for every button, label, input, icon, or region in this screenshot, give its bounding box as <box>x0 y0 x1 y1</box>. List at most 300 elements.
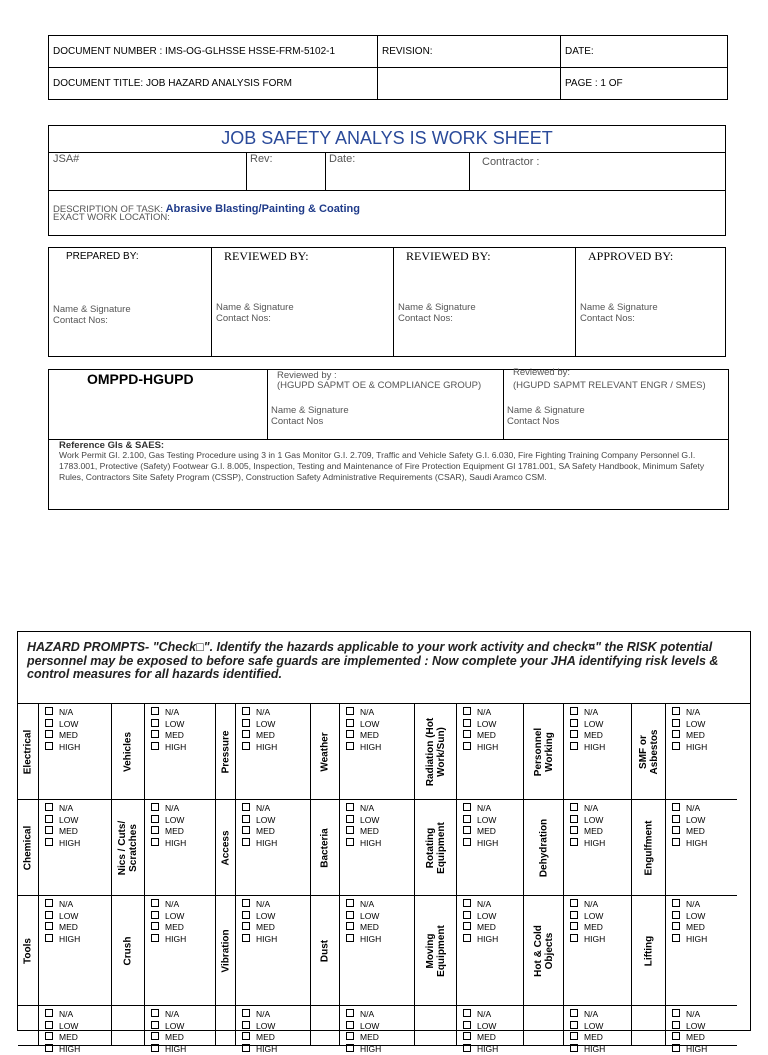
risk-checkbox[interactable] <box>570 730 578 738</box>
risk-checkbox[interactable] <box>672 1009 680 1017</box>
risk-option[interactable] <box>346 1009 381 1021</box>
risk-option[interactable] <box>463 1021 498 1033</box>
risk-option[interactable] <box>346 1021 381 1033</box>
risk-checkbox[interactable] <box>463 934 471 942</box>
reviewer-1-name: Name & Signature <box>271 405 349 416</box>
risk-option[interactable] <box>346 815 381 827</box>
risk-option[interactable] <box>242 1032 277 1044</box>
risk-option[interactable] <box>151 826 186 838</box>
hazard-risk-options <box>39 896 112 1006</box>
risk-option[interactable] <box>570 911 605 923</box>
risk-checkbox[interactable] <box>242 1044 250 1052</box>
risk-option-label: N/A <box>256 707 270 717</box>
risk-checkbox[interactable] <box>346 826 354 834</box>
risk-option[interactable] <box>463 803 498 815</box>
risk-checkbox[interactable] <box>463 838 471 846</box>
risk-option-label: N/A <box>686 707 700 717</box>
risk-option[interactable] <box>242 803 277 815</box>
risk-option[interactable] <box>45 911 80 923</box>
risk-option-label: N/A <box>165 1009 179 1019</box>
hazard-label-cell <box>311 1006 340 1046</box>
risk-option[interactable] <box>570 922 605 934</box>
revision-value <box>378 68 561 100</box>
risk-option[interactable] <box>346 1032 381 1044</box>
risk-option-label: N/A <box>59 899 73 909</box>
risk-option[interactable] <box>242 1044 277 1055</box>
risk-option[interactable] <box>45 934 80 946</box>
risk-checkbox[interactable] <box>570 934 578 942</box>
risk-option-label: MED <box>165 1032 184 1042</box>
hazard-label-cell <box>524 800 564 896</box>
risk-option[interactable] <box>151 742 186 754</box>
risk-option-label: LOW <box>686 911 705 921</box>
risk-option[interactable] <box>463 1044 498 1055</box>
hazard-risk-options <box>236 896 311 1006</box>
risk-option[interactable] <box>346 838 381 850</box>
risk-checkbox[interactable] <box>570 719 578 727</box>
risk-option[interactable] <box>242 899 277 911</box>
risk-option[interactable] <box>463 911 498 923</box>
risk-checkbox[interactable] <box>463 1044 471 1052</box>
risk-checkbox[interactable] <box>151 1021 159 1029</box>
risk-option[interactable] <box>346 911 381 923</box>
risk-option[interactable] <box>45 1044 80 1055</box>
risk-option[interactable] <box>242 934 277 946</box>
risk-checkbox[interactable] <box>672 803 680 811</box>
hazard-label: Hot & Cold Objects <box>533 916 555 986</box>
risk-option[interactable] <box>570 707 605 719</box>
risk-option[interactable] <box>242 815 277 827</box>
risk-checkbox[interactable] <box>672 707 680 715</box>
risk-option[interactable] <box>672 1032 707 1044</box>
risk-checkbox[interactable] <box>151 803 159 811</box>
risk-checkbox[interactable] <box>151 719 159 727</box>
hazard-label: Crush <box>123 936 134 965</box>
risk-option[interactable] <box>570 826 605 838</box>
risk-option[interactable] <box>672 1044 707 1055</box>
risk-option-label: LOW <box>165 1021 184 1031</box>
risk-option[interactable] <box>45 1009 80 1021</box>
risk-option[interactable] <box>151 1032 186 1044</box>
risk-option-label: N/A <box>256 899 270 909</box>
risk-checkbox[interactable] <box>151 922 159 930</box>
risk-checkbox[interactable] <box>151 730 159 738</box>
reviewer-1-contact: Contact Nos <box>271 416 323 427</box>
risk-option[interactable] <box>672 803 707 815</box>
risk-option[interactable] <box>242 911 277 923</box>
risk-checkbox[interactable] <box>151 911 159 919</box>
risk-checkbox[interactable] <box>242 803 250 811</box>
risk-option[interactable] <box>242 730 277 742</box>
risk-option-label: MED <box>686 730 705 740</box>
risk-option-label: MED <box>59 1032 78 1042</box>
risk-checkbox[interactable] <box>242 730 250 738</box>
risk-option[interactable] <box>463 1032 498 1044</box>
risk-checkbox[interactable] <box>672 719 680 727</box>
risk-option-label: N/A <box>477 707 491 717</box>
risk-option-label: MED <box>165 730 184 740</box>
risk-checkbox[interactable] <box>151 838 159 846</box>
risk-option[interactable] <box>151 1021 186 1033</box>
risk-option-label: N/A <box>477 899 491 909</box>
risk-option-label: LOW <box>165 719 184 729</box>
risk-checkbox[interactable] <box>242 934 250 942</box>
risk-checkbox[interactable] <box>242 815 250 823</box>
risk-option[interactable] <box>151 1044 186 1055</box>
risk-option[interactable] <box>346 742 381 754</box>
risk-option[interactable] <box>242 1009 277 1021</box>
risk-option[interactable] <box>151 1009 186 1021</box>
risk-checkbox[interactable] <box>242 707 250 715</box>
risk-checkbox[interactable] <box>672 1032 680 1040</box>
risk-checkbox[interactable] <box>570 815 578 823</box>
risk-checkbox[interactable] <box>672 934 680 942</box>
risk-option[interactable] <box>463 826 498 838</box>
risk-option[interactable] <box>570 730 605 742</box>
risk-checkbox[interactable] <box>672 815 680 823</box>
risk-checkbox[interactable] <box>45 730 53 738</box>
risk-option-label: MED <box>477 1032 496 1042</box>
risk-option[interactable] <box>242 922 277 934</box>
risk-checkbox[interactable] <box>346 1032 354 1040</box>
risk-checkbox[interactable] <box>346 742 354 750</box>
prepared-by-name: Name & Signature <box>53 304 131 315</box>
risk-checkbox[interactable] <box>45 922 53 930</box>
risk-checkbox[interactable] <box>151 826 159 834</box>
risk-checkbox[interactable] <box>45 838 53 846</box>
risk-checkbox[interactable] <box>672 922 680 930</box>
risk-option[interactable] <box>570 719 605 731</box>
risk-option[interactable] <box>672 719 707 731</box>
risk-option[interactable] <box>463 934 498 946</box>
risk-option[interactable] <box>346 826 381 838</box>
risk-checkbox[interactable] <box>463 719 471 727</box>
risk-checkbox[interactable] <box>242 719 250 727</box>
risk-option[interactable] <box>346 934 381 946</box>
risk-option[interactable] <box>672 899 707 911</box>
risk-checkbox[interactable] <box>151 707 159 715</box>
risk-checkbox[interactable] <box>45 1009 53 1017</box>
risk-checkbox[interactable] <box>242 838 250 846</box>
risk-option[interactable] <box>672 742 707 754</box>
jsa-number-label: JSA# <box>53 153 79 165</box>
risk-checkbox[interactable] <box>45 899 53 907</box>
hazard-label: Nics / Cuts/ Scratches <box>117 813 139 883</box>
risk-option[interactable] <box>45 719 80 731</box>
risk-checkbox[interactable] <box>346 1021 354 1029</box>
risk-option-label: LOW <box>256 815 275 825</box>
risk-option[interactable] <box>45 1021 80 1033</box>
approved-by-name: Name & Signature <box>580 302 658 313</box>
risk-option[interactable] <box>346 719 381 731</box>
reference-text: Work Permit GI. 2.100, Gas Testing Procedure using 3 in 1 Gas Monitor G.I. 2.709, Traffic and Vehicle Safety G.I. 6.030, Fire Fighting Training Company Personnel G.I. 1783.001, Protective (Safety) Footwear G.I. 8.005, Inspection, Testing and Maintenance of Fire Protection Equipment GI 1781.001, SA Safety Handbook, Minimum Safety Rules, Contractors Site Safety Program (CSSP), Construction Safety Administrative Requirements (CSAR), Saudi Aramco CSM. <box>59 450 719 483</box>
risk-option-label: N/A <box>360 803 374 813</box>
risk-option[interactable] <box>242 707 277 719</box>
signature-block <box>48 247 726 357</box>
risk-option[interactable] <box>570 1021 605 1033</box>
risk-option[interactable] <box>346 1044 381 1055</box>
risk-option[interactable] <box>242 838 277 850</box>
risk-option[interactable] <box>45 1032 80 1044</box>
risk-checkbox[interactable] <box>346 707 354 715</box>
risk-option[interactable] <box>463 815 498 827</box>
risk-checkbox[interactable] <box>570 742 578 750</box>
risk-checkbox[interactable] <box>242 1021 250 1029</box>
risk-option[interactable] <box>45 707 80 719</box>
risk-checkbox[interactable] <box>672 1044 680 1052</box>
risk-checkbox[interactable] <box>45 707 53 715</box>
risk-option[interactable] <box>463 838 498 850</box>
hazard-grid <box>18 704 750 1034</box>
risk-option[interactable] <box>672 922 707 934</box>
risk-checkbox[interactable] <box>570 707 578 715</box>
risk-checkbox[interactable] <box>346 1044 354 1052</box>
risk-checkbox[interactable] <box>45 911 53 919</box>
risk-checkbox[interactable] <box>463 911 471 919</box>
risk-checkbox[interactable] <box>346 1009 354 1017</box>
risk-checkbox[interactable] <box>242 742 250 750</box>
risk-checkbox[interactable] <box>151 1032 159 1040</box>
risk-option[interactable] <box>672 1021 707 1033</box>
risk-checkbox[interactable] <box>45 1044 53 1052</box>
risk-option[interactable] <box>672 826 707 838</box>
risk-option-label: MED <box>477 922 496 932</box>
risk-option[interactable] <box>570 934 605 946</box>
risk-checkbox[interactable] <box>672 911 680 919</box>
hazard-risk-options <box>666 800 737 896</box>
risk-option[interactable] <box>570 899 605 911</box>
hazard-label-cell <box>632 704 666 800</box>
risk-checkbox[interactable] <box>570 922 578 930</box>
risk-checkbox[interactable] <box>570 899 578 907</box>
risk-option[interactable] <box>45 922 80 934</box>
risk-checkbox[interactable] <box>570 1009 578 1017</box>
risk-option[interactable] <box>151 934 186 946</box>
risk-option[interactable] <box>242 826 277 838</box>
risk-checkbox[interactable] <box>346 899 354 907</box>
risk-checkbox[interactable] <box>242 1009 250 1017</box>
risk-checkbox[interactable] <box>242 911 250 919</box>
risk-option[interactable] <box>672 934 707 946</box>
risk-option[interactable] <box>346 730 381 742</box>
hazard-label: Vibration <box>220 929 231 972</box>
risk-option[interactable] <box>151 803 186 815</box>
risk-checkbox[interactable] <box>463 826 471 834</box>
risk-checkbox[interactable] <box>45 826 53 834</box>
risk-option[interactable] <box>151 911 186 923</box>
risk-option-label: MED <box>477 826 496 836</box>
risk-checkbox[interactable] <box>242 826 250 834</box>
hazard-risk-options <box>39 1006 112 1046</box>
risk-checkbox[interactable] <box>45 803 53 811</box>
risk-option[interactable] <box>242 1021 277 1033</box>
hazard-label-cell <box>632 1006 666 1046</box>
risk-checkbox[interactable] <box>45 815 53 823</box>
hazard-label: Personnel Working <box>533 717 555 787</box>
risk-checkbox[interactable] <box>672 826 680 834</box>
task-description-value: Abrasive Blasting/Painting & Coating <box>166 203 360 215</box>
risk-option-label: MED <box>584 1032 603 1042</box>
risk-option[interactable] <box>45 742 80 754</box>
risk-option[interactable] <box>463 742 498 754</box>
risk-option[interactable] <box>672 838 707 850</box>
risk-option[interactable] <box>672 730 707 742</box>
risk-option-label: HIGH <box>584 742 605 752</box>
risk-checkbox[interactable] <box>672 730 680 738</box>
risk-option[interactable] <box>672 911 707 923</box>
risk-checkbox[interactable] <box>346 838 354 846</box>
hazard-label-cell <box>311 896 340 1006</box>
risk-option[interactable] <box>151 815 186 827</box>
risk-checkbox[interactable] <box>672 1021 680 1029</box>
risk-checkbox[interactable] <box>242 1032 250 1040</box>
risk-option-label: MED <box>165 826 184 836</box>
hazard-label-cell <box>18 896 39 1006</box>
risk-checkbox[interactable] <box>45 934 53 942</box>
risk-checkbox[interactable] <box>346 719 354 727</box>
risk-option[interactable] <box>346 707 381 719</box>
risk-option[interactable] <box>45 899 80 911</box>
hazard-label-cell <box>415 896 457 1006</box>
risk-checkbox[interactable] <box>463 1021 471 1029</box>
risk-option[interactable] <box>151 838 186 850</box>
risk-option[interactable] <box>346 922 381 934</box>
hazard-label-cell <box>632 800 666 896</box>
risk-checkbox[interactable] <box>570 911 578 919</box>
risk-checkbox[interactable] <box>151 1009 159 1017</box>
risk-option-label: N/A <box>584 803 598 813</box>
risk-checkbox[interactable] <box>242 922 250 930</box>
risk-option[interactable] <box>45 803 80 815</box>
risk-checkbox[interactable] <box>346 815 354 823</box>
hazard-risk-options <box>236 800 311 896</box>
risk-checkbox[interactable] <box>346 922 354 930</box>
risk-checkbox[interactable] <box>45 742 53 750</box>
risk-option[interactable] <box>570 1044 605 1055</box>
risk-option[interactable] <box>45 730 80 742</box>
risk-checkbox[interactable] <box>672 838 680 846</box>
risk-option-label: HIGH <box>165 838 186 848</box>
risk-checkbox[interactable] <box>570 1032 578 1040</box>
risk-checkbox[interactable] <box>672 742 680 750</box>
risk-option[interactable] <box>463 899 498 911</box>
risk-checkbox[interactable] <box>346 730 354 738</box>
risk-option-label: N/A <box>59 803 73 813</box>
task-description-label: DESCRIPTION OF TASK: <box>53 204 166 215</box>
risk-option-label: HIGH <box>686 934 707 944</box>
risk-option[interactable] <box>346 803 381 815</box>
hazard-risk-options <box>666 896 737 1006</box>
hazard-label: Tools <box>23 938 34 964</box>
risk-option[interactable] <box>570 1009 605 1021</box>
risk-checkbox[interactable] <box>463 730 471 738</box>
reviewed-by-1-contact: Contact Nos: <box>216 313 271 324</box>
risk-checkbox[interactable] <box>151 899 159 907</box>
risk-option-label: HIGH <box>477 1044 498 1054</box>
risk-checkbox[interactable] <box>463 1032 471 1040</box>
risk-option-label: N/A <box>59 707 73 717</box>
risk-checkbox[interactable] <box>45 1032 53 1040</box>
risk-checkbox[interactable] <box>570 1021 578 1029</box>
risk-checkbox[interactable] <box>151 934 159 942</box>
risk-option[interactable] <box>672 1009 707 1021</box>
reference-title: Reference GIs & SAES: <box>59 440 164 451</box>
risk-checkbox[interactable] <box>463 707 471 715</box>
risk-option-label: HIGH <box>360 934 381 944</box>
risk-checkbox[interactable] <box>346 934 354 942</box>
risk-option[interactable] <box>570 815 605 827</box>
risk-option[interactable] <box>45 838 80 850</box>
risk-option[interactable] <box>242 719 277 731</box>
hazard-label: Dehydration <box>538 818 549 876</box>
risk-checkbox[interactable] <box>570 838 578 846</box>
risk-option[interactable] <box>570 1032 605 1044</box>
risk-option[interactable] <box>45 826 80 838</box>
risk-option[interactable] <box>672 815 707 827</box>
risk-checkbox[interactable] <box>463 922 471 930</box>
risk-checkbox[interactable] <box>45 719 53 727</box>
risk-checkbox[interactable] <box>463 803 471 811</box>
risk-option[interactable] <box>151 922 186 934</box>
risk-option-label: LOW <box>360 815 379 825</box>
risk-option[interactable] <box>463 1009 498 1021</box>
risk-checkbox[interactable] <box>151 1044 159 1052</box>
risk-checkbox[interactable] <box>151 742 159 750</box>
risk-option[interactable] <box>570 838 605 850</box>
risk-option-label: MED <box>584 730 603 740</box>
risk-option[interactable] <box>151 730 186 742</box>
risk-checkbox[interactable] <box>242 899 250 907</box>
risk-option[interactable] <box>463 707 498 719</box>
risk-option[interactable] <box>151 707 186 719</box>
risk-option[interactable] <box>242 742 277 754</box>
risk-option[interactable] <box>672 707 707 719</box>
risk-checkbox[interactable] <box>463 742 471 750</box>
risk-option[interactable] <box>45 815 80 827</box>
risk-option[interactable] <box>570 742 605 754</box>
hazard-label-cell <box>112 704 145 800</box>
risk-checkbox[interactable] <box>45 1021 53 1029</box>
risk-option[interactable] <box>463 719 498 731</box>
risk-option[interactable] <box>463 922 498 934</box>
risk-checkbox[interactable] <box>346 911 354 919</box>
risk-checkbox[interactable] <box>672 899 680 907</box>
hazard-label: SMF or Asbestos <box>638 717 660 787</box>
risk-checkbox[interactable] <box>570 1044 578 1052</box>
risk-option[interactable] <box>151 899 186 911</box>
risk-option-label: LOW <box>256 719 275 729</box>
risk-option-label: N/A <box>584 899 598 909</box>
risk-option-label: LOW <box>256 1021 275 1031</box>
risk-option[interactable] <box>463 730 498 742</box>
hazard-label: Radiation (Hot Work/Sun) <box>425 717 447 787</box>
risk-option-label: LOW <box>360 1021 379 1031</box>
risk-checkbox[interactable] <box>463 1009 471 1017</box>
risk-checkbox[interactable] <box>463 815 471 823</box>
risk-option[interactable] <box>346 899 381 911</box>
risk-checkbox[interactable] <box>570 803 578 811</box>
risk-option-label: MED <box>477 730 496 740</box>
hazard-risk-options <box>457 800 524 896</box>
hazard-label-cell <box>311 800 340 896</box>
risk-checkbox[interactable] <box>463 899 471 907</box>
risk-checkbox[interactable] <box>151 815 159 823</box>
risk-checkbox[interactable] <box>346 803 354 811</box>
risk-checkbox[interactable] <box>570 826 578 834</box>
risk-option-label: LOW <box>256 911 275 921</box>
risk-option[interactable] <box>151 719 186 731</box>
risk-option[interactable] <box>570 803 605 815</box>
